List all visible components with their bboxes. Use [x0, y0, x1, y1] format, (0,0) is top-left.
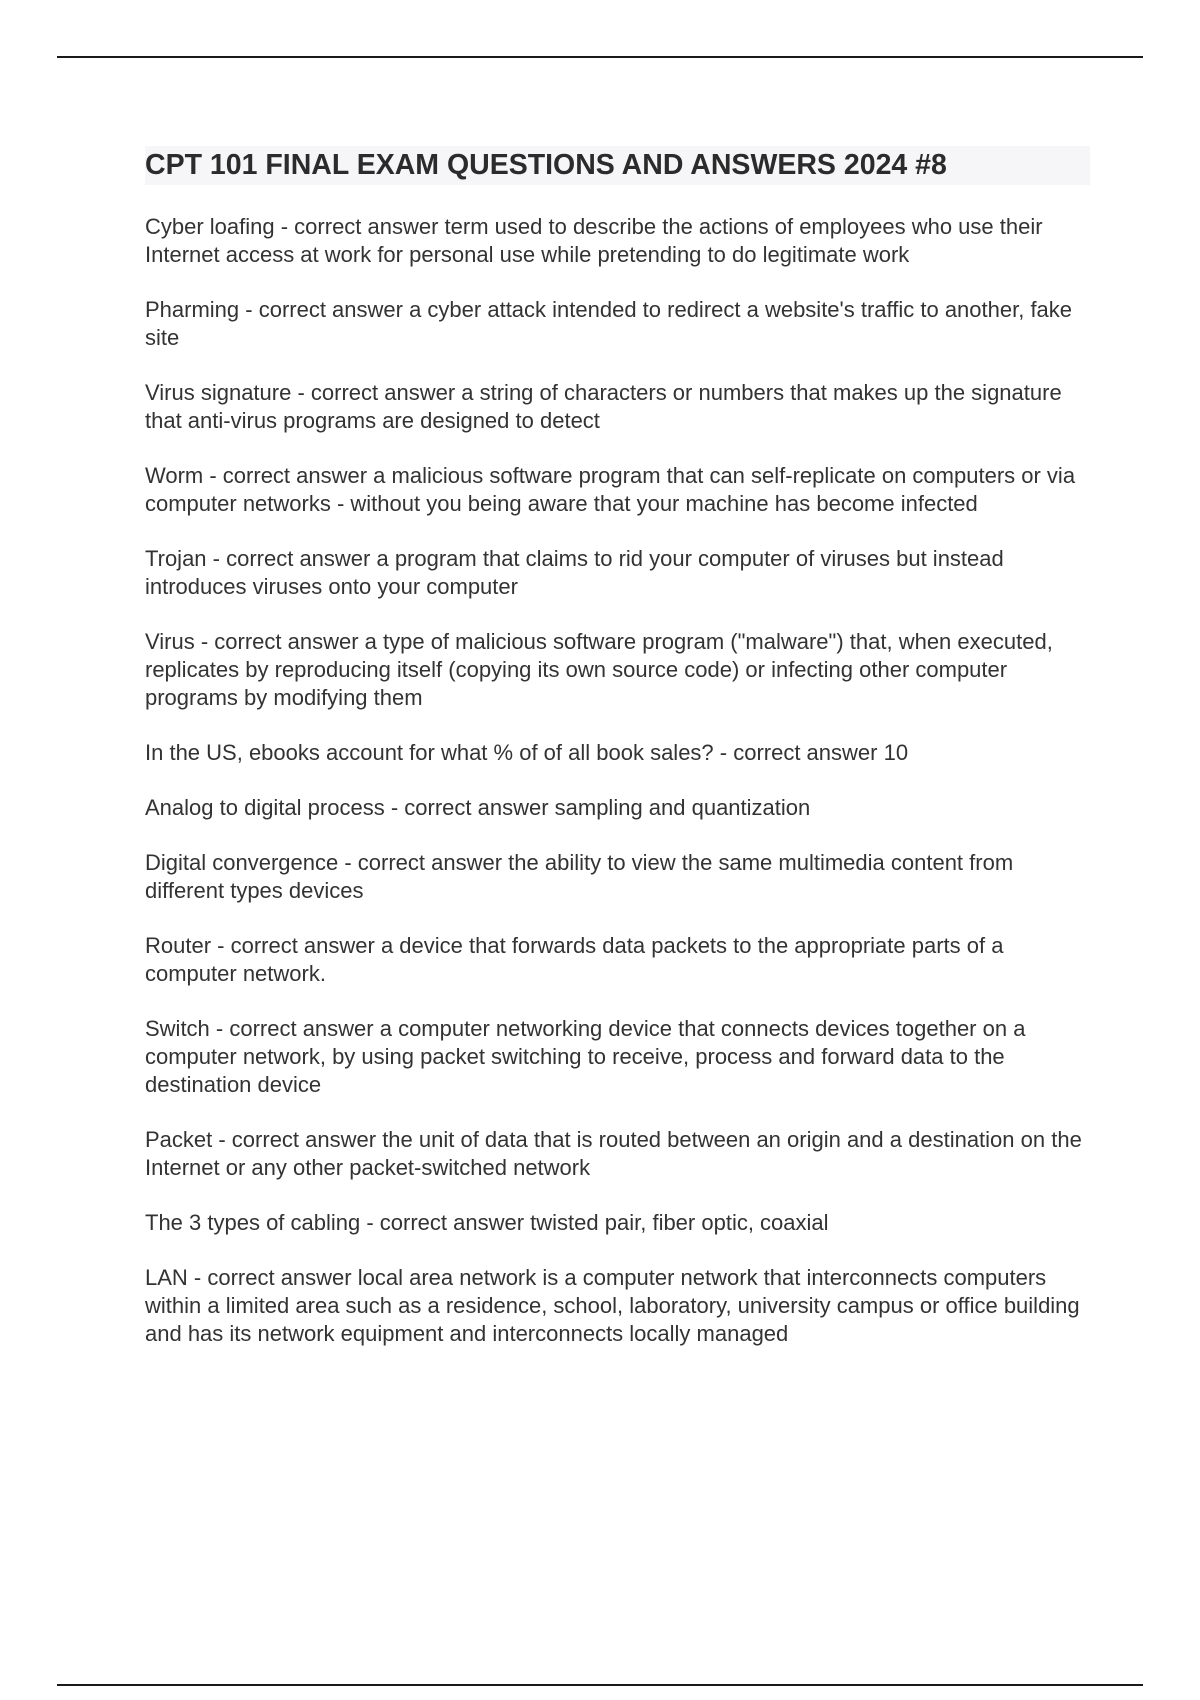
bottom-divider: [57, 1684, 1143, 1686]
qa-item-virus: Virus - correct answer a type of malicious software program ("malware") that, when executed, replicates by reproducing itself (copying its own source code) or infecting other computer programs by modifying them: [145, 629, 1053, 710]
qa-item-virus-signature: Virus signature - correct answer a string of characters or numbers that makes up the signature that anti-virus programs are designed to detect: [145, 380, 1062, 433]
qa-item-worm: Worm - correct answer a malicious software program that can self-replicate on computers or via computer networks - without you being aware that your machine has become infected: [145, 463, 1076, 516]
qa-item-trojan: Trojan - correct answer a program that claims to rid your computer of viruses but instead introduces viruses onto your computer: [145, 546, 1004, 599]
qa-item-digital-convergence: Digital convergence - correct answer the ability to view the same multimedia content from different types devices: [145, 850, 1014, 903]
qa-item-cyber-loafing: Cyber loafing - correct answer term used to describe the actions of employees who use their Internet access at work for personal use while pretending to do legitimate work: [145, 214, 1043, 267]
document-body: [145, 146, 1090, 1375]
qa-list: [145, 213, 1090, 1348]
qa-item-lan: LAN - correct answer local area network is a computer network that interconnects computers within a limited area such as a residence, school, laboratory, university campus or office building and has its network equipment and interconnects locally managed: [145, 1265, 1080, 1346]
qa-item-cabling: The 3 types of cabling - correct answer twisted pair, fiber optic, coaxial: [145, 1210, 829, 1235]
qa-item-packet: Packet - correct answer the unit of data that is routed between an origin and a destination on the Internet or any other packet-switched network: [145, 1127, 1082, 1180]
document-title: CPT 101 FINAL EXAM QUESTIONS AND ANSWERS 2024 #8: [145, 146, 1090, 185]
qa-item-analog-to-digital: Analog to digital process - correct answer sampling and quantization: [145, 795, 811, 820]
qa-item-pharming: Pharming - correct answer a cyber attack intended to redirect a website's traffic to another, fake site: [145, 297, 1073, 350]
top-divider: [57, 56, 1143, 58]
qa-item-switch: Switch - correct answer a computer networking device that connects devices together on a computer network, by using packet switching to receive, process and forward data to the destination device: [145, 1016, 1026, 1097]
qa-item-ebooks: In the US, ebooks account for what % of of all book sales? - correct answer 10: [145, 740, 909, 765]
qa-item-router: Router - correct answer a device that forwards data packets to the appropriate parts of a computer network.: [145, 933, 1004, 986]
